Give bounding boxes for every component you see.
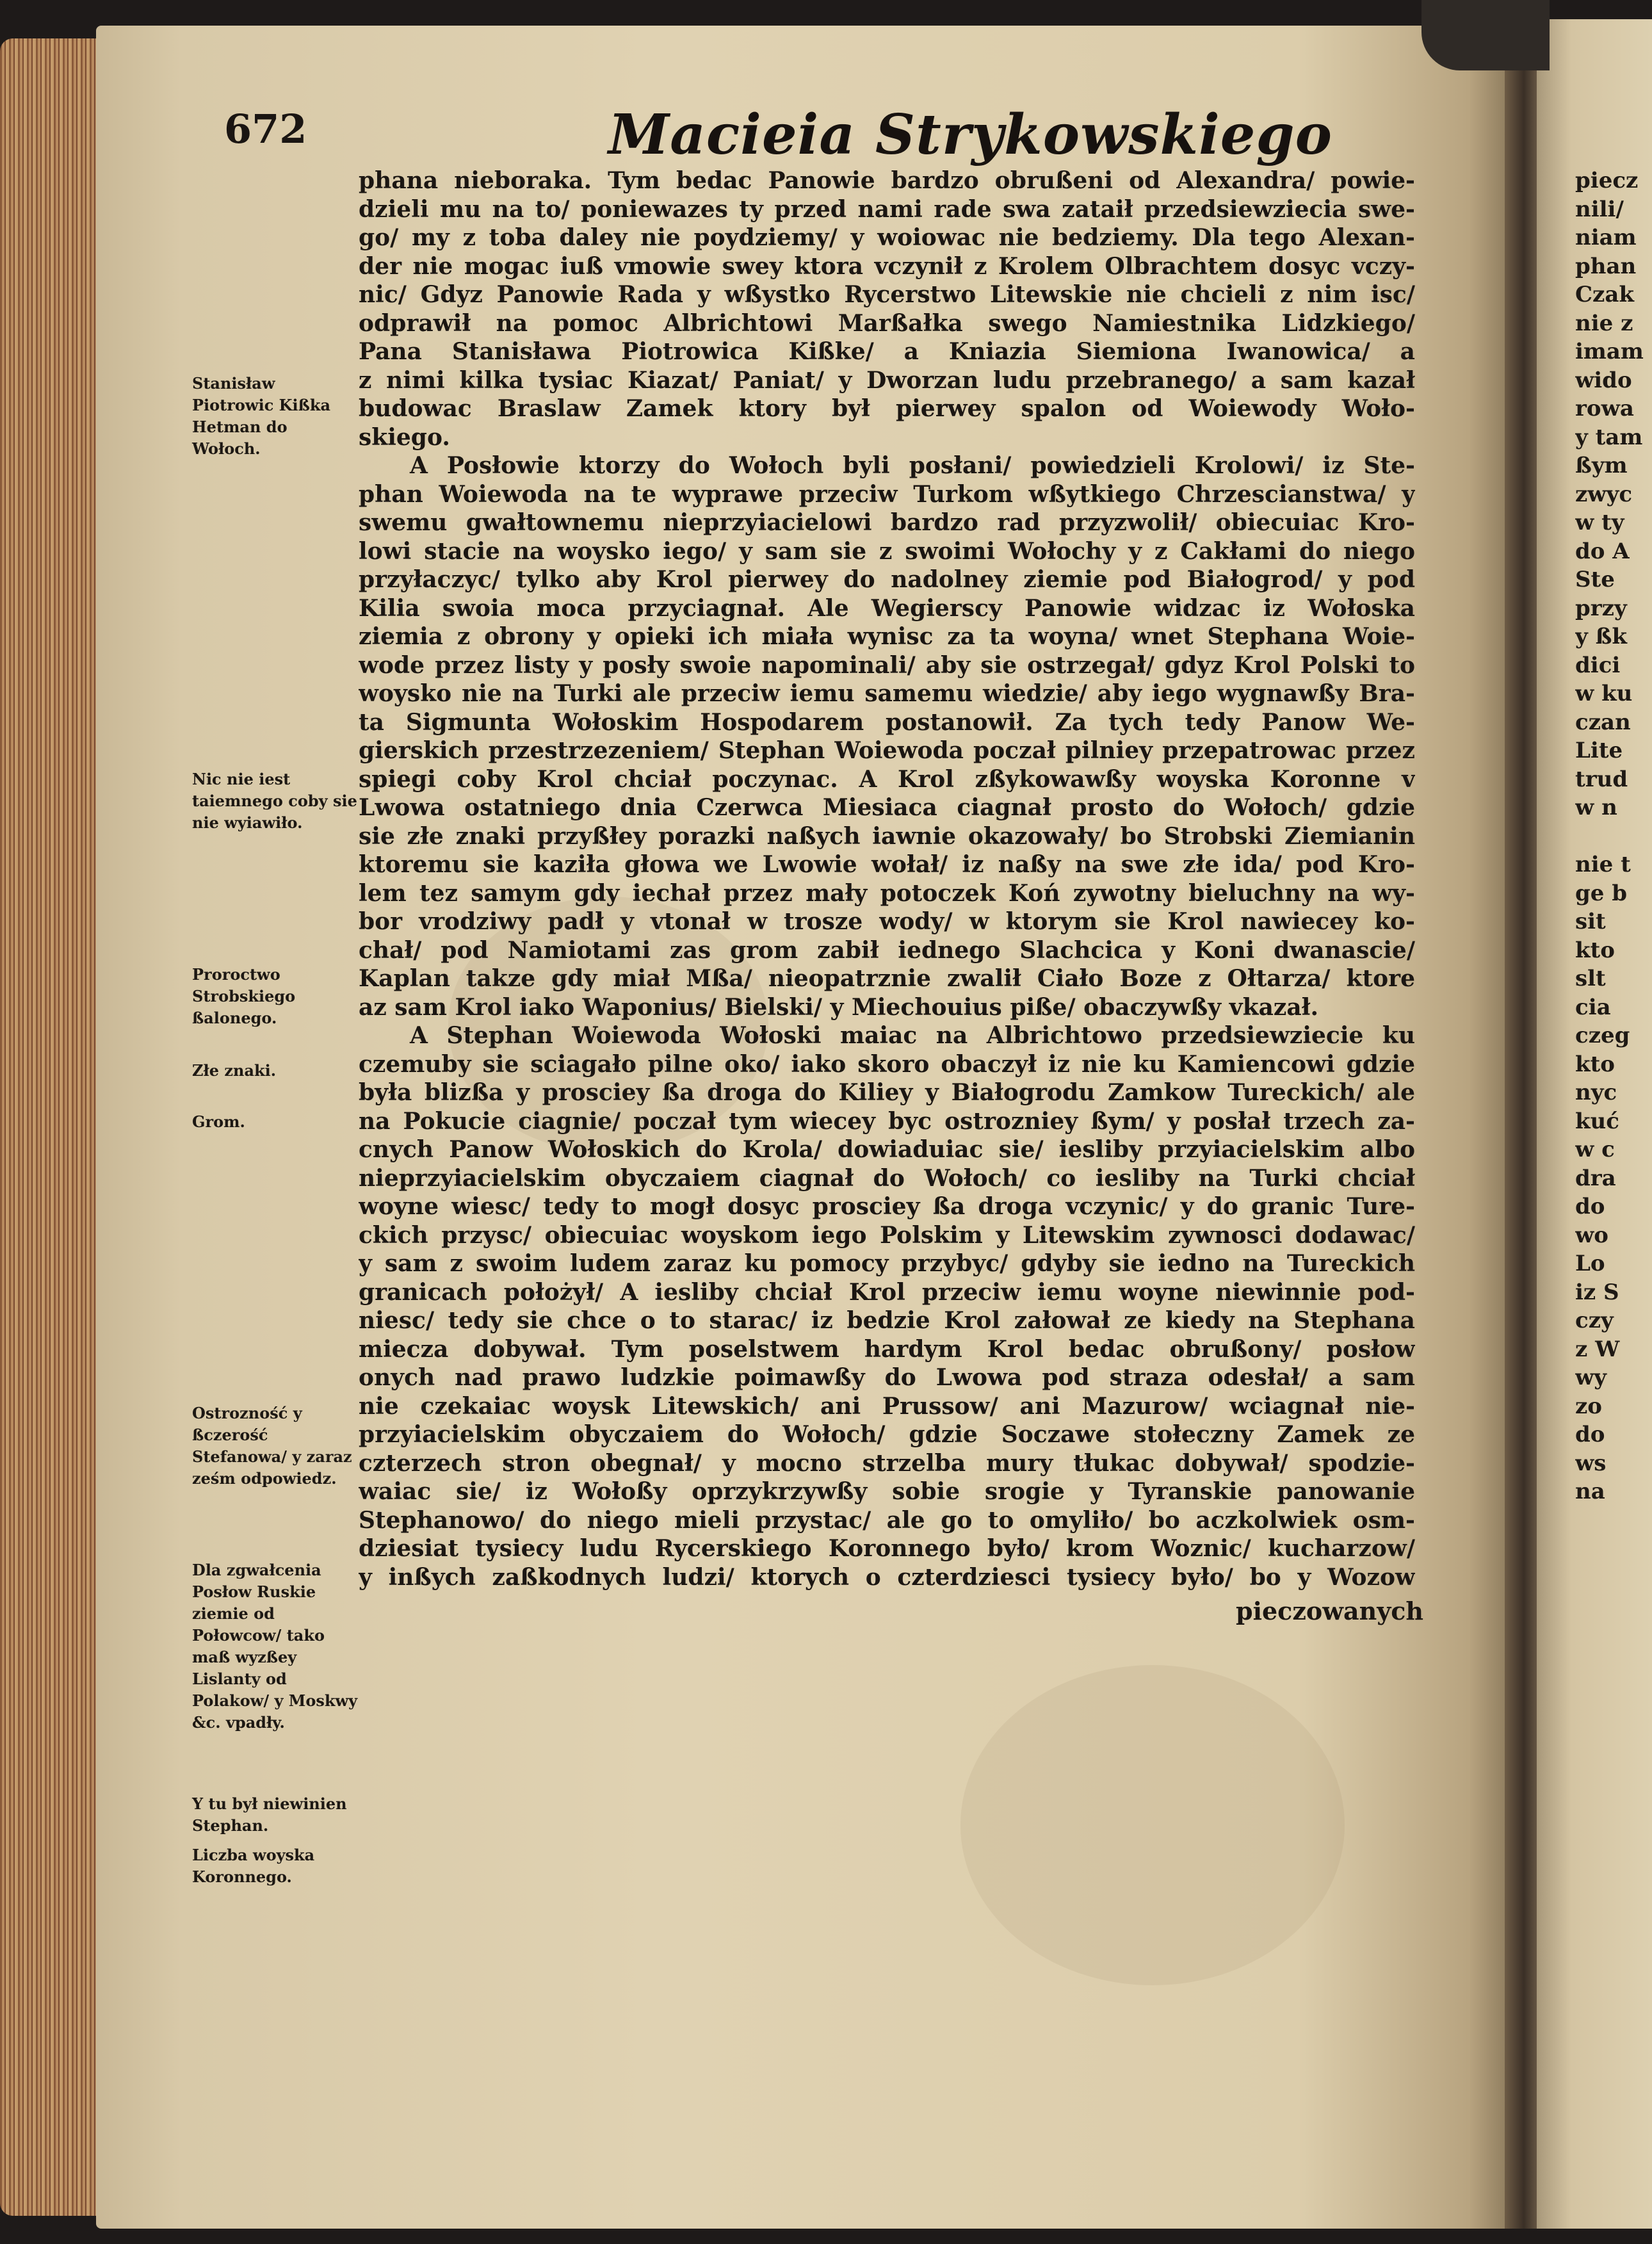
text-line: granicach położył/ A iesliby chciał Krol przeciw iemu woyne niewinnie pod-	[359, 1278, 1415, 1306]
margin-note: Liczba woyska Koronnego.	[192, 1846, 315, 1886]
text-line: Stephanowo/ do niego mieli przystac/ ale go to omyliło/ bo aczkolwiek osm-	[359, 1506, 1415, 1534]
right-page-fragment: y ßk	[1575, 624, 1627, 649]
right-page-fragment: dici	[1575, 652, 1621, 678]
right-page-fragment: dra	[1575, 1165, 1616, 1191]
right-page-fragment: nili/	[1575, 196, 1624, 222]
text-line: spiegi coby Krol chciał poczynac. A Krol zßykowawßy woyska Koronne v	[359, 765, 1415, 793]
text-line: lowi stacie na woysko iego/ y sam sie z swoimi Wołochy y z Cakłami do niego	[359, 537, 1415, 565]
right-page-fragment: slt	[1575, 966, 1606, 991]
text-line: niesc/ tedy sie chce o to starac/ iz bedzie Krol załował ze kiedy na Stephana	[359, 1307, 1415, 1334]
text-line: wode przez listy y posły swoie napominali/ aby sie ostrzegał/ gdyz Krol Polski to	[359, 651, 1415, 679]
text-line: czterzech stron obegnał/ y mocno strzelba mury tłukac dobywał/ spodzie-	[359, 1449, 1415, 1477]
text-line: A Stephan Woiewoda Wołoski maiac na Albrichtowo przedsiewziecie ku	[410, 1022, 1415, 1049]
text-line: swemu gwałtownemu nieprzyiacielowi bardzo rad przyzwolił/ obiecuiac Kro-	[359, 509, 1415, 536]
right-page-fragment: kuć	[1575, 1108, 1619, 1134]
right-page-fragment: ws	[1575, 1450, 1607, 1476]
right-page-fragment: nie t	[1575, 852, 1631, 877]
right-page-fragment: wido	[1575, 367, 1632, 393]
text-line: z nimi kilka tysiac Kiazat/ Paniat/ y Dworzan ludu przebranego/ a sam kazał	[359, 366, 1415, 394]
text-line: ckich przysc/ obiecuiac woyskom iego Polskim y Litewskim zywnosci dodawac/	[359, 1221, 1415, 1249]
text-line: Lwowa ostatniego dnia Czerwca Miesiaca ciagnał prosto do Wołoch/ gdzie	[359, 794, 1415, 821]
right-page-fragment: trud	[1575, 766, 1628, 792]
right-page-fragment: iz S	[1575, 1279, 1619, 1305]
margin-note: Proroctwo Strobskiego ßalonego.	[192, 965, 296, 1027]
right-page-fragment: cia	[1575, 994, 1611, 1020]
text-line: A Posłowie ktorzy do Wołoch byli posłani/ powiedzieli Krolowi/ iz Ste-	[410, 452, 1415, 479]
text-line: dzieli mu na to/ poniewazes ty przed nami rade swa zataił przedsiewziecia swe-	[359, 195, 1415, 223]
text-line: woysko nie na Turki ale przeciw iemu samemu wiedzie/ aby iego wygnawßy Bra-	[359, 680, 1415, 707]
right-page-fragment: ßym	[1575, 453, 1628, 478]
margin-note: Stanisław Piotrowic Kißka Hetman do Wołoch.	[192, 374, 331, 458]
text-line: była blizßa y prosciey ßa droga do Kiliey y Białogrodu Zamkow Tureckich/ ale	[359, 1079, 1415, 1106]
text-line: czemuby sie sciagało pilne oko/ iako skoro obaczył iz nie ku Kamiencowi gdzie	[359, 1050, 1415, 1078]
text-line: y sam z swoim ludem zaraz ku pomocy przybyc/ gdyby sie iedno na Tureckich	[359, 1250, 1415, 1277]
right-page-fragment: Czak	[1575, 282, 1634, 307]
right-page-fragment: Lo	[1575, 1251, 1605, 1276]
text-line: Kilia swoia moca przyciagnał. Ale Wegierscy Panowie widzac iz Wołoska	[359, 594, 1415, 622]
text-line: go/ my z toba daley nie poydziemy/ y woiowac nie bedziemy. Dla tego Alexan-	[359, 224, 1415, 251]
catchword-text: pieczowanych	[1236, 1597, 1424, 1625]
right-page-fragment: ge b	[1575, 880, 1628, 906]
right-page-fragment: nie z	[1575, 310, 1633, 336]
running-head: Macieia Strykowskiego	[608, 102, 1332, 167]
right-page-fragment: piecz	[1575, 168, 1639, 193]
right-page-fragment	[1575, 822, 1651, 851]
right-page-fragment: czy	[1575, 1308, 1614, 1333]
right-page-fragment: rowa	[1575, 396, 1634, 421]
right-page-fragment: wy	[1575, 1365, 1607, 1390]
right-page-fragment: zwyc	[1575, 481, 1633, 507]
text-line: y inßych zaßkodnych ludzi/ ktorych o czterdziesci tysiecy było/ bo y Wozow	[359, 1563, 1415, 1591]
text-line: nieprzyiacielskim obyczaiem ciagnał do Wołoch/ co iesliby na Turki chciał	[359, 1164, 1415, 1192]
right-page-fragment: do A	[1575, 538, 1630, 564]
text-line: gierskich przestrzezeniem/ Stephan Woiewoda poczał pilniey przepatrowac przez	[359, 737, 1415, 764]
text-line: chał/ pod Namiotami zas grom zabił iednego Slachcica y Koni dwanascie/	[359, 936, 1415, 964]
text-line: odprawił na pomoc Albrichtowi Marßałka swego Namiestnika Lidzkiego/	[359, 309, 1415, 337]
right-page-fragment: czeg	[1575, 1023, 1630, 1048]
page-number: 672	[224, 106, 307, 152]
text-line: waiac sie/ iz Wołoßy oprzykrzywßy sobie srogie y Tyranskie panowanie	[359, 1478, 1415, 1505]
margin-note: Grom.	[192, 1112, 245, 1131]
margin-note: Dla zgwałcenia Posłow Ruskie ziemie od Połowcow/ tako maß wyzßey Lislanty od Polakow/ y Moskwy &c. vpadły.	[192, 1561, 358, 1732]
right-page-fragment: nyc	[1575, 1080, 1617, 1105]
text-line: cnych Panow Wołoskich do Krola/ dowiaduiac sie/ iesliby przyiacielskim albo	[359, 1136, 1415, 1163]
margin-note: Y tu był niewinien Stephan.	[192, 1794, 347, 1835]
right-page-fragment: przy	[1575, 595, 1627, 621]
text-line: budowac Braslaw Zamek ktory był pierwey spalon od Woiewody Woło-	[359, 395, 1415, 422]
text-line: miecza dobywał. Tym poselstwem hardym Krol bedac obrußony/ posłow	[359, 1335, 1415, 1363]
text-line: woyne wiesc/ tedy to mogł dosyc prosciey ßa droga vczynic/ y do granic Ture-	[359, 1193, 1415, 1220]
right-page-fragment: do	[1575, 1194, 1605, 1219]
right-page-fragment: na	[1575, 1479, 1605, 1504]
margin-note: Ostrozność y ßczerość Stefanowa/ y zaraz ześm odpowiedz.	[192, 1404, 352, 1488]
text-line: ktoremu sie kaziła głowa we Lwowie wołał/ iz naßy na swe złe ida/ pod Kro-	[359, 851, 1415, 878]
text-line: dziesiat tysiecy ludu Rycerskiego Koronnego było/ krom Woznic/ kucharzow/	[359, 1535, 1415, 1562]
right-page-fragment: wo	[1575, 1222, 1608, 1248]
text-line: Pana Stanisława Piotrowica Kißke/ a Kniazia Siemiona Iwanowica/ a	[359, 338, 1415, 365]
text-line: ta Sigmunta Wołoskim Hospodarem postanowił. Za tych tedy Panow We-	[359, 708, 1415, 736]
text-line: phana nieboraka. Tym bedac Panowie bardzo obrußeni od Alexandra/ powie-	[359, 167, 1415, 194]
text-line: ziemia z obrony y opieki ich miała wynisc za ta woyna/ wnet Stephana Woie-	[359, 623, 1415, 650]
right-page-fragment: w ku	[1575, 681, 1633, 706]
main-text-column	[359, 167, 1415, 1591]
right-page-fragment: Ste	[1575, 567, 1615, 592]
page-edges	[0, 38, 102, 2216]
right-page-fragment: do	[1575, 1422, 1605, 1447]
text-line: przyiacielskim obyczaiem do Wołoch/ gdzie Soczawe stołeczny Zamek ze	[359, 1421, 1415, 1448]
text-line: skiego.	[359, 423, 450, 451]
margin-note: Złe znaki.	[192, 1061, 277, 1080]
right-page-fragment: zo	[1575, 1393, 1602, 1419]
text-line: bor vrodziwy padł y vtonał w trosze wody/ w ktorym sie Krol nawiecey ko-	[359, 908, 1415, 935]
right-page-text-fragments	[1575, 167, 1651, 1506]
right-page-fragment: kto	[1575, 937, 1615, 963]
right-page-fragment: czan	[1575, 709, 1631, 735]
text-line: nic/ Gdyz Panowie Rada y wßystko Rycerstwo Litewskie nie chcieli z nim isc/	[359, 281, 1415, 308]
right-page-fragment: y tam	[1575, 424, 1643, 450]
right-page-fragment: kto	[1575, 1051, 1615, 1077]
text-line: az sam Krol iako Waponius/ Bielski/ y Miechouius piße/ obaczywßy vkazał.	[359, 993, 1319, 1021]
text-line: onych nad prawo ludzkie poimawßy do Lwowa pod straza odesłał/ a sam	[359, 1364, 1415, 1391]
right-page-fragment: imam	[1575, 339, 1644, 364]
right-page-fragment: phan	[1575, 253, 1637, 279]
text-line: na Pokucie ciagnie/ poczał tym wiecey byc ostrozniey ßym/ y posłał trzech za-	[359, 1107, 1415, 1135]
right-page-fragment: w ty	[1575, 510, 1624, 535]
paper-stain	[960, 1665, 1345, 1985]
right-page-fragment: sit	[1575, 909, 1606, 934]
right-page-fragment: Lite	[1575, 738, 1623, 763]
text-line: Kaplan takze gdy miał Mßa/ nieopatrznie zwalił Ciało Boze z Ołtarza/ ktore	[359, 965, 1415, 992]
right-page-fragment: w n	[1575, 795, 1617, 820]
text-line: sie złe znaki przyßłey porazki naßych iawnie okazowały/ bo Strobski Ziemianin	[359, 822, 1415, 850]
text-line: phan Woiewoda na te wyprawe przeciw Turkom wßytkiego Chrzescianstwa/ y	[359, 480, 1415, 508]
text-line: der nie mogac iuß vmowie swey ktora vczynił z Krolem Olbrachtem dosyc vczy-	[359, 252, 1415, 280]
text-line: nie czekaiac woysk Litewskich/ ani Prussow/ ani Mazurow/ wciagnał nie-	[359, 1392, 1415, 1420]
margin-note: Nic nie iest taiemnego coby sie nie wyiawiło.	[192, 770, 357, 832]
right-page-fragment: w c	[1575, 1137, 1615, 1162]
right-page-fragment: z W	[1575, 1336, 1620, 1362]
page-corner-curl	[1421, 0, 1550, 70]
text-line: przyłaczyc/ tylko aby Krol pierwey do nadolney ziemie pod Białogrod/ y pod	[359, 566, 1415, 593]
right-page-fragment: niam	[1575, 225, 1637, 250]
text-line: lem tez samym gdy iechał przez mały potoczek Koń zywotny bieluchny na wy-	[359, 879, 1415, 907]
